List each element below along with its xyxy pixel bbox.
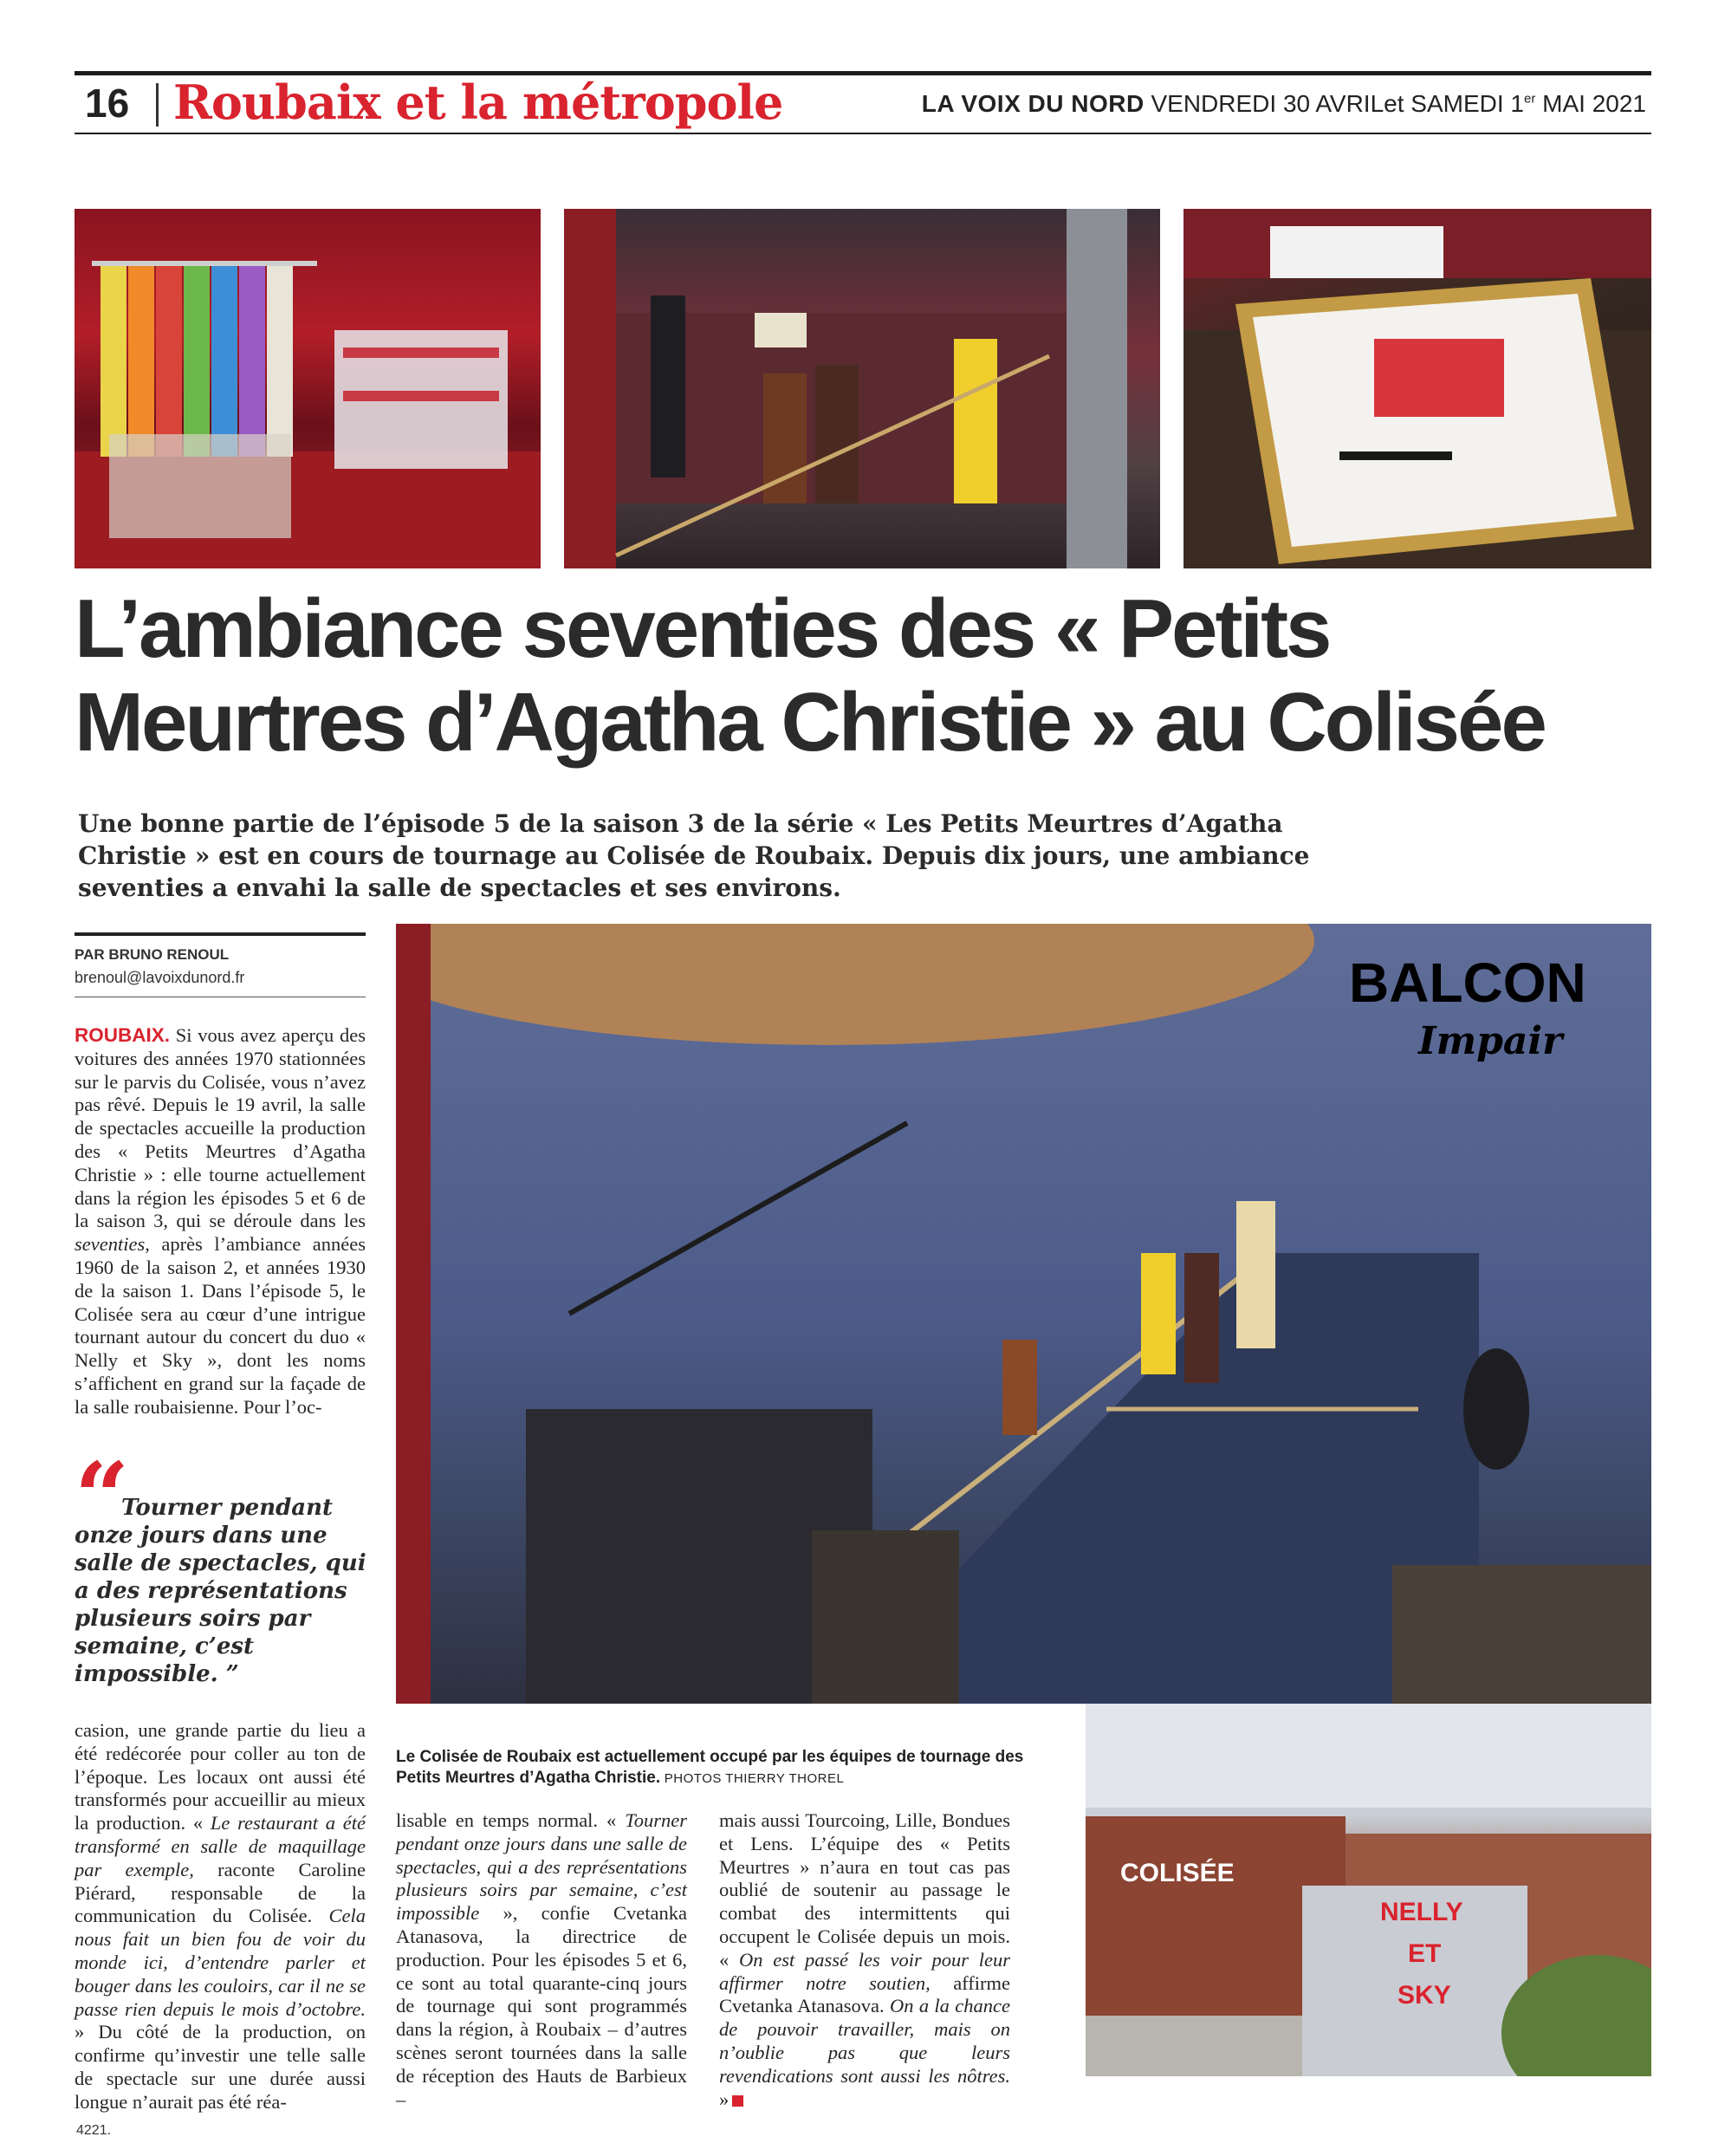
body-text: casion, une grande partie du lieu a été redécorée pour coller au ton de l’époque. Les locaux ont aussi été transformés pour accueillir au mieux la production. « bbox=[75, 1719, 366, 1835]
body-italic: On a la chance de pouvoir travailler, mais on n’oublie pas que leurs revendications sont aussi les nôtres. bbox=[719, 1995, 1010, 2087]
page-number: 16 bbox=[85, 81, 130, 126]
pull-quote bbox=[75, 1494, 386, 1688]
quote-mark-icon: “ bbox=[75, 1441, 130, 1553]
dateline bbox=[922, 90, 1646, 118]
body-italic: Tourner pendant onze jours dans une salle de spectacles, qui a des représentations plusieurs soirs par semaine, c’est impossible bbox=[396, 1809, 687, 1925]
signed-poster-photo bbox=[1183, 209, 1651, 568]
body-text: » bbox=[719, 2088, 730, 2110]
body-text: mais aussi Tourcoing, Lille, Bondues et Lens. L’équipe des « Petits Meurtres » n’aura en tout cas pas oublié de soutenir au passage le combat des intermittents qui occupent le Colisée depuis un mois. « bbox=[719, 1809, 1010, 1971]
body-text: lisable en temps normal. « bbox=[396, 1809, 626, 1831]
costume-rack-illustration bbox=[75, 209, 541, 568]
date-sup: er bbox=[1524, 91, 1536, 107]
main-film-set-illustration bbox=[396, 924, 1651, 1704]
headline: L’ambiance seventies des « Petits Meurtres d’Agatha Christie » au Colisée bbox=[75, 582, 1545, 769]
costume-rack-photo bbox=[75, 209, 541, 568]
balcon-sign-line1: BALCON bbox=[1349, 951, 1586, 1014]
body-text: , après l’ambiance années 1960 de la saison 2, et années 1930 de la saison 1. Dans l’épisode 5, le Colisée sera au cœur d’une intrigue tournant autour du concert du duo « Nelly et Sky », dont les noms s’affichent en grand sur la façade de la salle roubaisienne. Pour l’oc- bbox=[75, 1233, 366, 1418]
body-column-1-lower bbox=[75, 1719, 366, 2114]
header-bottom-rule bbox=[75, 133, 1651, 134]
date-part3: MAI 2021 bbox=[1535, 90, 1646, 117]
colisee-sign: COLISÉE bbox=[1120, 1859, 1235, 1887]
body-italic: seventies bbox=[75, 1233, 146, 1256]
sky-banner: SKY bbox=[1397, 1981, 1451, 2010]
body-italic: Cela nous fait un bien fou de voir du monde ici, d’entendre parler et bouger dans les couloirs, car il ne se passe rien depuis le mois d’octobre. bbox=[75, 1905, 366, 2020]
body-italic: Le restaurant a été transformé en salle de maquillage par exemple, bbox=[75, 1812, 366, 1880]
date-part2: et SAMEDI 1 bbox=[1384, 90, 1525, 117]
body-column-2 bbox=[396, 1809, 687, 2111]
lead-paragraph: Une bonne partie de l’épisode 5 de la saison 3 de la série « Les Petits Meurtres d’Agatha Christie » est en cours de tournage au Colisée de Roubaix. Depuis dix jours, une ambiance seventies a envahi la salle de spectacles et ses environs. bbox=[78, 809, 1310, 902]
et-banner: ET bbox=[1408, 1939, 1442, 1968]
balcon-sign-line2: Impair bbox=[1418, 1019, 1563, 1063]
byline-author: PAR BRUNO RENOUL bbox=[75, 946, 230, 963]
header-divider bbox=[156, 83, 159, 127]
body-column-3 bbox=[719, 1809, 1010, 2111]
colisee-facade-photo bbox=[1086, 1704, 1651, 2076]
body-column-1-upper bbox=[75, 1024, 366, 1419]
caption-text: Le Colisée de Roubaix est actuellement occupé par les équipes de tournage des Petits Meurtres d’Agatha Christie. bbox=[396, 1748, 1024, 1787]
colisee-facade-illustration bbox=[1086, 1704, 1651, 2076]
body-text: raconte Caroline Piérard, responsable de la communication du Colisée. bbox=[75, 1858, 366, 1927]
dateline-city: ROUBAIX. bbox=[75, 1024, 171, 1046]
date-part1: VENDREDI 30 AVRIL bbox=[1151, 90, 1385, 117]
body-text: affirme Cvetanka Atanasova. bbox=[719, 1971, 1010, 2017]
body-text: Si vous avez aperçu des voitures des années 1970 stationnées sur le parvis du Colisée, vous n’avez pas rêvé. Depuis le 19 avril, la salle de spectacles accueille la production des « Petits Meurtres d’Agatha Christie » : elle tourne actuellement dans la région les épisodes 5 et 6 de la saison 3, qui se déroule dans les bbox=[75, 1024, 366, 1232]
signed-poster-illustration bbox=[1183, 209, 1651, 568]
pull-quote-close: ” bbox=[217, 1661, 239, 1687]
photo-caption bbox=[396, 1747, 1072, 1789]
nelly-banner: NELLY bbox=[1380, 1898, 1463, 1926]
section-title: Roubaix et la métropole bbox=[173, 75, 783, 130]
body-text: » Du côté de la production, on confirme qu’investir une telle salle de spectacle sur une durée aussi longue n’aurait pas été réa- bbox=[75, 2021, 366, 2113]
byline-email: brenoul@lavoixdunord.fr bbox=[75, 969, 245, 986]
end-of-article-mark bbox=[732, 2095, 743, 2107]
film-set-stairs-photo bbox=[564, 209, 1160, 568]
byline-rule bbox=[75, 932, 366, 936]
newspaper-name: LA VOIX DU NORD bbox=[921, 90, 1145, 117]
footer-code: 4221. bbox=[76, 2123, 112, 2138]
pull-quote-text: Tourner pendant onze jours dans une salle de spectacles, qui a des représentations plusieurs soirs par semaine, c’est impossible. bbox=[75, 1495, 366, 1687]
film-set-stairs-illustration bbox=[564, 209, 1160, 568]
photo-credit: PHOTOS THIERRY THOREL bbox=[660, 1771, 845, 1786]
main-film-set-photo bbox=[396, 924, 1651, 1704]
body-text: », confie Cvetanka Atanasova, la directrice de production. Pour les épisodes 5 et 6, ce sont au total quarante-cinq jours de tournage qui sont programmés dans la région, à Roubaix – d’autres scènes seront tournées dans la salle de réception des Hauts de Barbieux – bbox=[396, 1902, 687, 2110]
body-italic: On est passé les voir pour leur affirmer notre soutien, bbox=[719, 1948, 1011, 1994]
